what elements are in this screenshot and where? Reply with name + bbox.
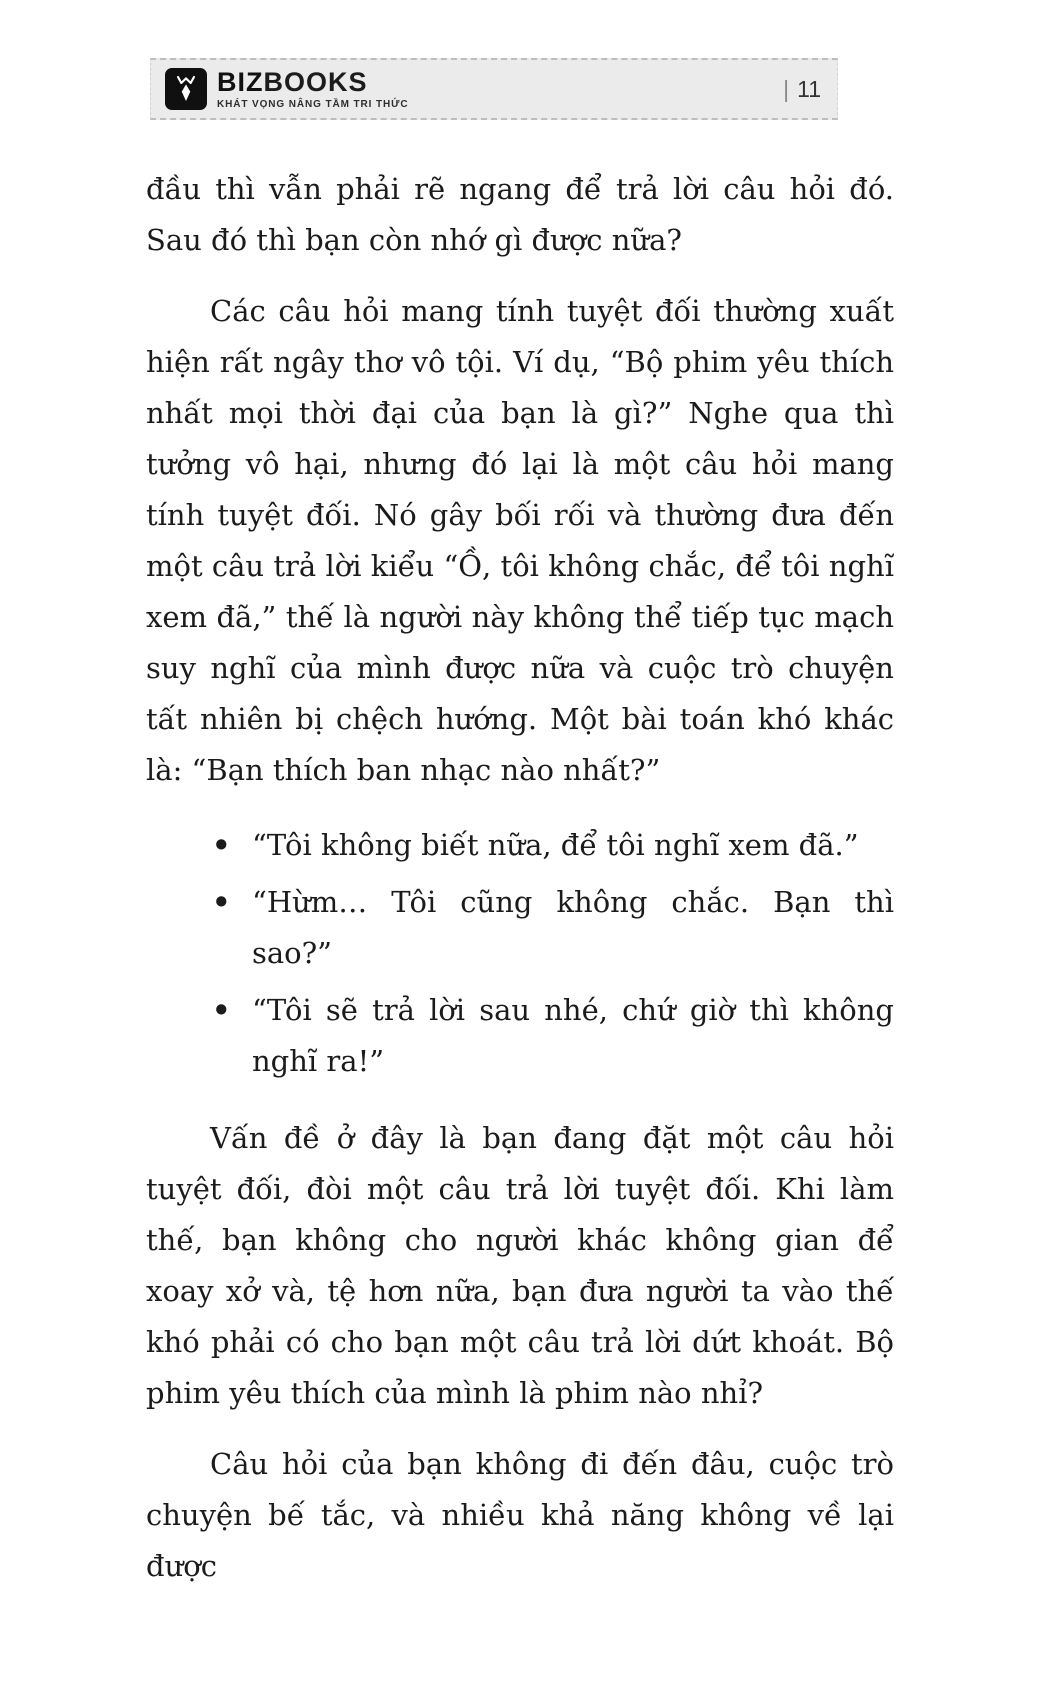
bullet-list [146, 820, 894, 1087]
page-number-divider: | [783, 75, 790, 102]
book-page [0, 58, 1040, 1592]
paragraph-continuation: đầu thì vẫn phải rẽ ngang để trả lời câu hỏi đó. Sau đó thì bạn còn nhớ gì được nữa? [146, 172, 894, 257]
list-item [212, 985, 894, 1087]
brand-name-biz: BIZ [217, 66, 264, 97]
paragraph-problem-explained: Vấn đề ở đây là bạn đang đặt một câu hỏi tuyệt đối, đòi một câu trả lời tuyệt đối. Khi làm thế, bạn không cho người khác không gian để xoay xở và, tệ hơn nữa, bạn đưa người ta vào thế khó phải có cho bạn một câu trả lời dứt khoát. Bộ phim yêu thích của mình là phim nào nhỉ? [146, 1121, 894, 1410]
brand-name-books: BOOKS [263, 66, 368, 97]
paragraph-conversation-stalls: Câu hỏi của bạn không đi đến đâu, cuộc trò chuyện bế tắc, và nhiều khả năng không về lại được [146, 1447, 894, 1583]
page-header [150, 58, 838, 120]
paragraph-absolute-questions: Các câu hỏi mang tính tuyệt đối thường xuất hiện rất ngây thơ vô tội. Ví dụ, “Bộ phim yêu thích nhất mọi thời đại của bạn là gì?” Nghe qua thì tưởng vô hại, nhưng đó lại là một câu hỏi mang tính tuyệt đối. Nó gây bối rối và thường đưa đến một câu trả lời kiểu “Ồ, tôi không chắc, để tôi nghĩ xem đã,” thế là người này không thể tiếp tục mạch suy nghĩ của mình được nữa và cuộc trò chuyện tất nhiên bị chệch hướng. Một bài toán khó khác là: “Bạn thích ban nhạc nào nhất?” [146, 294, 894, 787]
list-item-text: “Tôi không biết nữa, để tôi nghĩ xem đã.” [252, 828, 859, 862]
publisher-brand [165, 68, 408, 110]
brand-name [217, 66, 408, 97]
page-number [783, 76, 821, 103]
brand-text [217, 66, 409, 110]
bizbooks-logo-icon [165, 68, 207, 110]
bullet-icon: • [212, 885, 231, 919]
list-item-text: “Hừm… Tôi cũng không chắc. Bạn thì sao?” [252, 885, 894, 970]
brand-tagline: KHÁT VỌNG NÂNG TẦM TRI THỨC [217, 98, 409, 110]
page-content [0, 164, 1040, 1592]
bullet-icon: • [212, 828, 231, 862]
list-item [212, 877, 894, 979]
list-item-text: “Tôi sẽ trả lời sau nhé, chứ giờ thì không nghĩ ra!” [252, 993, 894, 1078]
list-item [212, 820, 894, 871]
bullet-icon: • [212, 993, 231, 1027]
page-number-value: 11 [797, 75, 821, 102]
